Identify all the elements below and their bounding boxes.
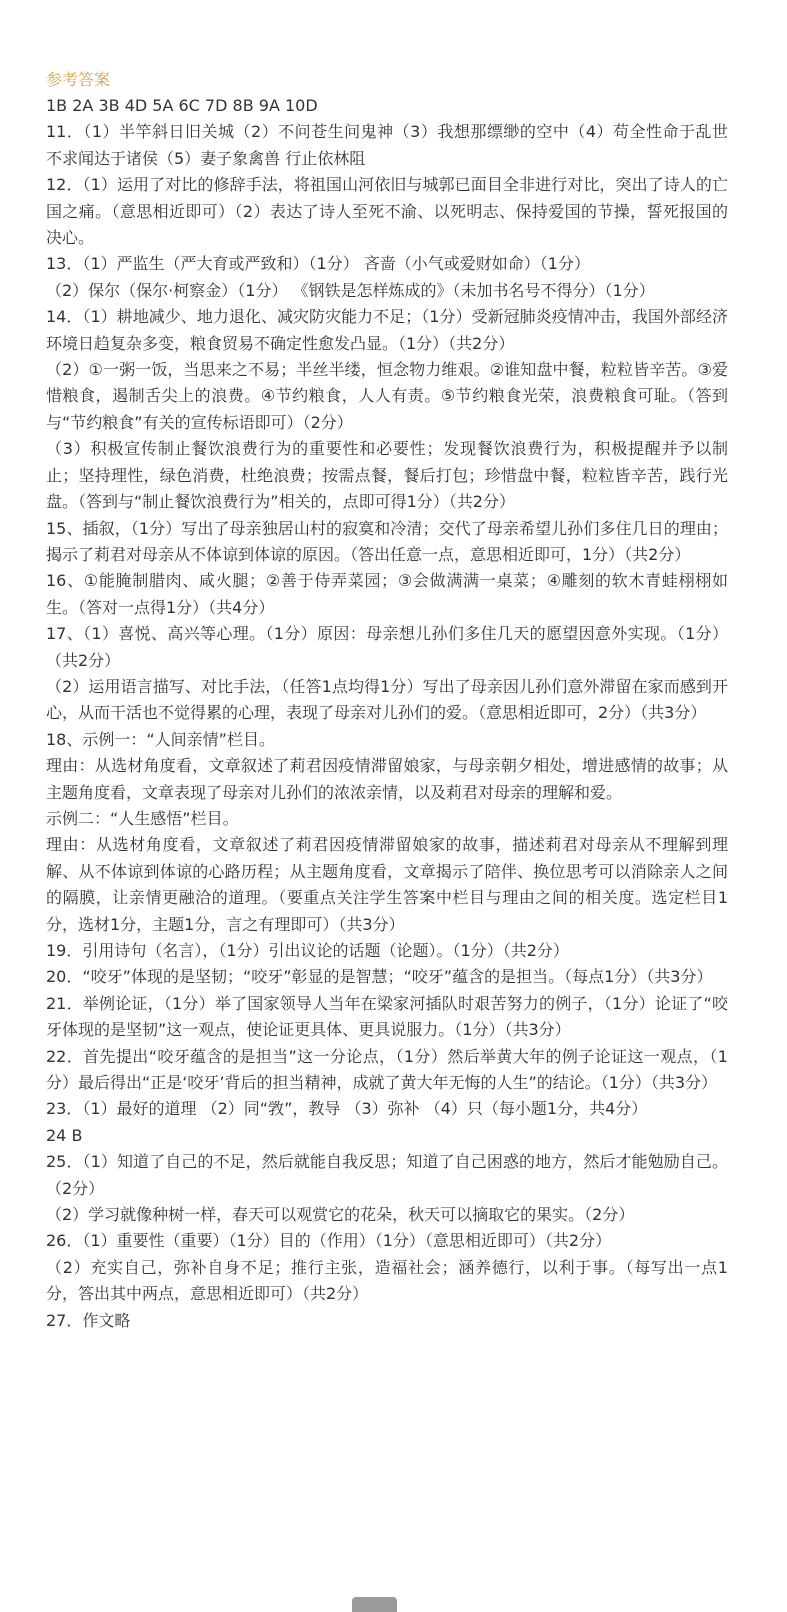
answer-line: 15、插叙，（1分）写出了母亲独居山村的寂寞和冷清；交代了母亲希望儿孙们多住几日的理由；揭示了莉君对母亲从不体谅到体谅的原因。（答出任意一点，意思相近即可，1分）（共2分） [46,518,728,564]
answer-line: 1B 2A 3B 4D 5A 6C 7D 8B 9A 10D [46,96,318,115]
answer-line: 14．（1）耕地减少、地力退化、减灾防灾能力不足；（1分）受新冠肺炎疫情冲击，我国外部经济环境日趋复杂多变，粮食贸易不确定性愈发凸显。（1分）（共2分） [46,307,728,353]
answer-line: 19．引用诗句（名言），（1分）引出议论的话题（论题）。（1分）（共2分） [46,941,569,960]
answer-line: 16、①能腌制腊肉、咸火腿；②善于侍弄菜园；③会做满满一桌菜；④雕刻的软木青蛙栩栩如生。（答对一点得1分）（共4分） [46,571,728,617]
answer-line: （3）积极宣传制止餐饮浪费行为的重要性和必要性；发现餐饮浪费行为，积极提醒并予以制止；坚持理性，绿色消费，杜绝浪费；按需点餐，餐后打包；珍惜盘中餐，粒粒皆辛苦，践行光盘。（答到与“制止餐饮浪费行为”相关的，点即可得1分）（共2分） [46,439,728,512]
answer-line: 理由：从选材角度看，文章叙述了莉君因疫情滞留娘家的故事，描述莉君对母亲从不理解到理解、从不体谅到体谅的心路历程；从主题角度看，文章揭示了陪伴、换位思考可以消除亲人之间的隔膜，让亲情更融洽的道理。（要重点关注学生答案中栏目与理由之间的相关度。选定栏目1分，选材1分，主题1分，言之有理即可）（共3分） [46,835,728,934]
answer-list [46,93,728,1334]
answer-line: 示例二：“人生感悟”栏目。 [46,808,239,828]
answer-line: 24 B [46,1125,83,1145]
scroll-to-top-tab[interactable] [352,1597,397,1612]
answer-line: 11．（1）半竿斜日旧关城（2）不问苍生问鬼神（3）我想那缥缈的空中（4）苟全性命于乱世 不求闻达于诸侯（5）妻子象禽兽 行止依林阻 [46,122,728,168]
answer-line: 13．（1）严监生（严大育或严致和）（1分） 吝啬（小气或爱财如命）（1分） [46,254,590,274]
answer-line: （2）学习就像种树一样，春天可以观赏它的花朵，秋天可以摘取它的果实。（2分） [46,1205,635,1225]
answer-line: 17、（1）喜悦、高兴等心理。（1分）原因：母亲想儿孙们多住几天的愿望因意外实现。（1分）（共2分） [46,624,728,670]
answer-line: 20．“咬牙”体现的是坚韧；“咬牙”彰显的是智慧；“咬牙”蕴含的是担当。（每点1分）（共3分） [46,967,713,987]
answer-line: （2）保尔（保尔·柯察金）（1分） 《钢铁是怎样炼成的》（未加书名号不得分）（1分） [46,280,655,300]
answer-line: 23．（1）最好的道理 （2）同“敩”，教导 （3）弥补 （4）只（每小题1分，共4分） [46,1099,648,1119]
answer-line: （2）运用语言描写、对比手法，（任答1点均得1分）写出了母亲因儿孙们意外滞留在家而感到开心，从而干活也不觉得累的心理，表现了母亲对儿孙们的爱。（意思相近即可，2分）（共3分） [46,676,728,723]
answer-line: 27．作文略 [46,1310,131,1330]
answer-line: 26．（1）重要性（重要）（1分）目的（作用）（1分）（意思相近即可）（共2分） [46,1231,612,1251]
answer-line: 18、示例一：“人间亲情”栏目。 [46,729,275,749]
answer-line: 21．举例论证，（1分）举了国家领导人当年在梁家河插队时艰苦努力的例子，（1分）论证了“咬牙体现的是坚韧”这一观点，使论证更具体、更具说服力。（1分）（共3分） [46,993,728,1040]
answer-key-heading: 参考答案 [46,70,111,89]
answer-line: （2）充实自己，弥补自身不足；推行主张，造福社会；涵养德行，以利于事。（每写出一点1分，答出其中两点，意思相近即可）（共2分） [46,1257,728,1304]
answer-line: 12．（1）运用了对比的修辞手法，将祖国山河依旧与城郭已面目全非进行对比，突出了诗人的亡国之痛。（意思相近即可）（2）表达了诗人至死不渝、以死明志、保持爱国的节操，誓死报国的决心。 [46,175,728,248]
answer-line: （2）①一粥一饭，当思来之不易；半丝半缕，恒念物力维艰。②谁知盘中餐，粒粒皆辛苦。③爱惜粮食，遏制舌尖上的浪费。④节约粮食，人人有责。⑤节约粮食光荣，浪费粮食可耻。（答到与“节约粮食”有关的宣传标语即可）（2分） [46,360,728,432]
answer-line: 理由：从选材角度看，文章叙述了莉君因疫情滞留娘家，与母亲朝夕相处，增进感情的故事；从主题角度看，文章表现了母亲对儿孙们的浓浓亲情，以及莉君对母亲的理解和爱。 [46,756,728,802]
answer-line: 25．（1）知道了自己的不足，然后就能自我反思；知道了自己困惑的地方，然后才能勉励自己。（2分） [46,1152,728,1198]
answer-line: 22．首先提出“咬牙蕴含的是担当”这一分论点，（1分）然后举黄大年的例子论证这一观点，（1分）最后得出“正是‘咬牙’背后的担当精神，成就了黄大年无悔的人生”的结论。（1分）（共3分） [46,1046,728,1093]
answer-key [46,67,728,1334]
